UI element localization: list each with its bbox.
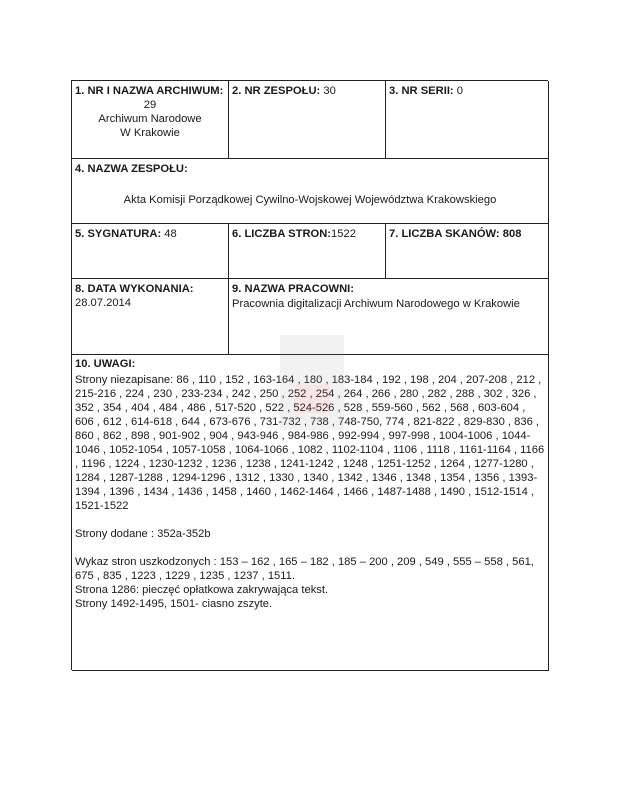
fonds-number-value: 30 (320, 85, 336, 97)
workshop-value: Pracownia digitalizacji Archiwum Narodowego w Krakowie (232, 298, 520, 310)
workshop-label: 9. NAZWA PRACOWNI: (232, 283, 355, 295)
fonds-name-value: Akta Komisji Porządkowej Cywilno-Wojskowej Województwa Krakowskiego (123, 194, 497, 206)
fonds-number-cell (229, 81, 386, 159)
metadata-form (71, 80, 548, 670)
execution-date-label: 8. DATA WYKONANIA: (75, 283, 194, 295)
remarks-cell (72, 355, 549, 671)
page-count-label: 6. LICZBA STRON: (232, 228, 332, 240)
page-1286-note: Strona 1286: pieczęć opłatkowa zakrywająca tekst. (75, 584, 329, 596)
series-number-value: 0 (453, 85, 463, 97)
execution-date-cell (72, 279, 229, 355)
fonds-name-cell (72, 159, 549, 224)
fonds-number-label: 2. NR ZESPOŁU: (232, 85, 321, 97)
series-number-cell (386, 81, 549, 159)
signature-label: 5. SYGNATURA: (75, 228, 162, 240)
execution-date-value: 28.07.2014 (75, 297, 131, 309)
unwritten-pages: Strony niezapisane: 86 , 110 , 152 , 163-164 , 180 , 183-184 , 192 , 198 , 204 , 207-208 , 212 , 215-216 , 224 , 230 , 233-234 , 242 , 250 , 252 , 254 , 264 , 266 , 280 , 282 , 288 , 302 , 326 , 352 , 354 , 404 , 484 , 486 , 517-520 , 522 , 524-526 , 528 , 559-560 , 562 , 568 , 603-604 , 606 , 612 , 614-618 , 644 , 673-676 , 731-732 , 738 , 748-750, 774 , 821-822 , 829-830 , 836 , 860 , 862 , 898 , 901-902 , 904 , 943-946 , 984-986 , 992-994 , 997-998 , 1004-1006 , 1044-1046 , 1052-1054 , 1057-1058 , 1064-1066 , 1082 , 1102-1104 , 1106 , 1118 , 1161-1164 , 1166 , 1196 , 1224 , 1230-1232 , 1236 , 1238 , 1241-1242 , 1248 , 1251-1252 , 1264 , 1277-1280 , 1284 , 1287-1288 , 1294-1296 , 1312 , 1330 , 1340 , 1342 , 1346 , 1348 , 1354 , 1356 , 1393-1394 , 1396 , 1434 , 1436 , 1458 , 1460 , 1462-1464 , 1466 , 1487-1488 , 1490 , 1512-1514 , 1521-1522 (75, 374, 545, 512)
archive-number: 29 (143, 99, 157, 111)
signature-cell (72, 224, 229, 279)
series-number-label: 3. NR SERII: (389, 85, 454, 97)
page-count-cell (229, 224, 386, 279)
page-count-value: 1522 (331, 228, 356, 240)
scan-count-cell (386, 224, 549, 279)
fonds-name-label: 4. NAZWA ZESPOŁU: (75, 163, 188, 175)
remarks-label: 10. UWAGI: (75, 358, 136, 370)
scan-count-label: 7. LICZBA SKANÓW: (389, 228, 500, 240)
added-pages: Strony dodane : 352a-352b (75, 528, 211, 540)
archive-name-line1: Archiwum Narodowe (98, 113, 202, 125)
scan-count-value: 808 (499, 228, 522, 240)
archive-name-line2: W Krakowie (120, 127, 180, 139)
workshop-cell (229, 279, 549, 355)
signature-value: 48 (161, 228, 177, 240)
archive-cell (72, 81, 229, 159)
damaged-pages: Wykaz stron uszkodzonych : 153 – 162 , 165 – 182 , 185 – 200 , 209 , 549 , 555 – 558 , 561, 675 , 835 , 1223 , 1229 , 1235 , 1237 , 1511. (75, 556, 534, 582)
archive-label: 1. NR I NAZWA ARCHIWUM: (75, 85, 224, 97)
tight-pages-note: Strony 1492-1495, 1501- ciasno zszyte. (75, 598, 273, 610)
